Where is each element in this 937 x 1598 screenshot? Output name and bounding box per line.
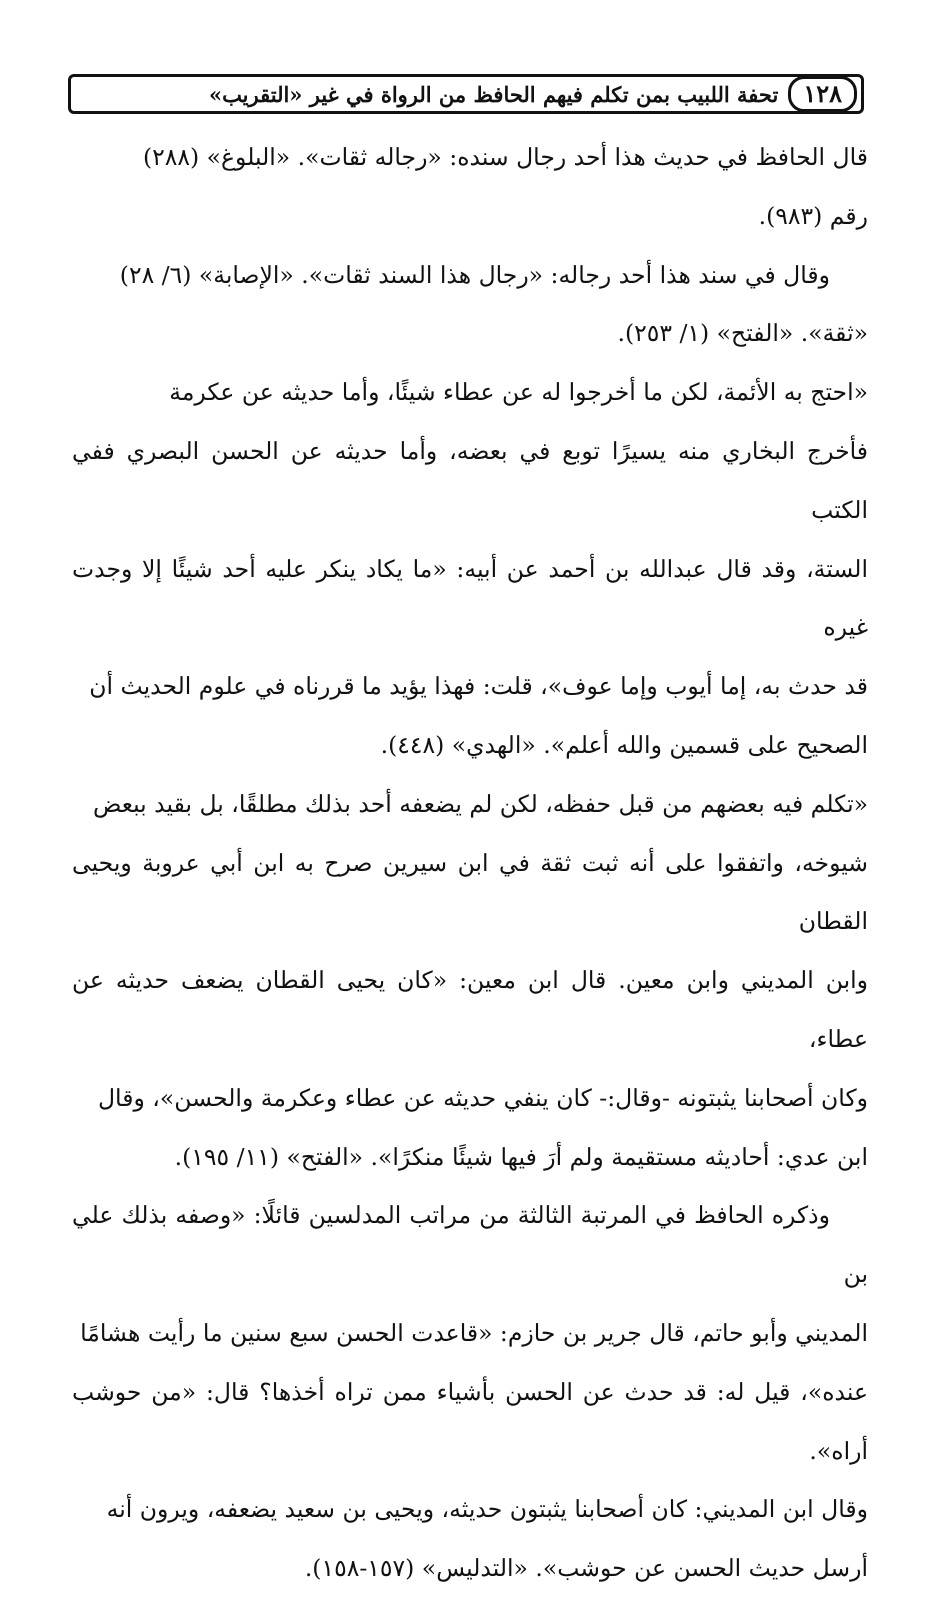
text-line: وقال ابن المديني: كان أصحابنا يثبتون حديثه، ويحيى بن سعيد يضعفه، ويرون أنه <box>106 1495 868 1524</box>
paragraph-4 <box>72 775 868 1187</box>
text-line: شيوخه، واتفقوا على أنه ثبت ثقة في ابن سيرين صرح به ابن أبي عروبة ويحيى القطان <box>72 848 868 936</box>
text-line: وابن المديني وابن معين. قال ابن معين: «كان يحيى القطان يضعف حديثه عن عطاء، <box>72 966 868 1053</box>
paragraph-5 <box>72 1186 868 1598</box>
text-line: أرسل حديث الحسن عن حوشب». «التدليس» (١٥٧-١٥٨). <box>304 1554 868 1583</box>
running-title: تحفة اللبيب بمن تكلم فيهم الحافظ من الرواة في غير «التقريب» <box>208 81 779 107</box>
paragraph-1 <box>72 128 868 246</box>
text-line: «تكلم فيه بعضهم من قبل حفظه، لكن لم يضعفه أحد بذلك مطلقًا، بل بقيد ببعض <box>92 789 868 818</box>
text-line: رقم (٩٨٣). <box>758 201 868 230</box>
text-line: المديني وأبو حاتم، قال جرير بن حازم: «قاعدت الحسن سبع سنين ما رأيت هشامًا <box>80 1318 868 1347</box>
body-text <box>72 128 868 1598</box>
text-line: وقال في سند هذا أحد رجاله: «رجال هذا السند ثقات». «الإصابة» (٦/ ٢٨) <box>119 260 830 289</box>
running-header <box>68 74 864 114</box>
text-line: عنده»، قيل له: قد حدث عن الحسن بأشياء ممن تراه أخذها؟ قال: «من حوشب أراه». <box>72 1377 868 1465</box>
text-line: «ثقة». «الفتح» (١/ ٢٥٣). <box>617 319 868 348</box>
text-line: «احتج به الأئمة، لكن ما أخرجوا له عن عطاء شيئًا، وأما حديثه عن عكرمة <box>169 378 868 407</box>
text-line: وذكره الحافظ في المرتبة الثالثة من مراتب المدلسين قائلًا: «وصفه بذلك علي بن <box>72 1201 868 1289</box>
text-line: قد حدث به، إما أيوب وإما عوف»، قلت: فهذا يؤيد ما قررناه في علوم الحديث أن <box>89 672 868 701</box>
paragraph-2 <box>72 246 868 364</box>
text-line: فأخرج البخاري منه يسيرًا توبع في بعضه، وأما حديثه عن الحسن البصري ففي الكتب <box>72 436 868 524</box>
text-line: وكان أصحابنا يثبتونه -وقال:- كان ينفي حديثه عن عطاء وعكرمة والحسن»، وقال <box>97 1083 868 1112</box>
text-line: الصحيح على قسمين والله أعلم». «الهدي» (٤٤٨). <box>380 730 868 759</box>
text-line: قال الحافظ في حديث هذا أحد رجال سنده: «رجاله ثقات». «البلوغ» (٢٨٨) <box>142 143 868 171</box>
paragraph-3 <box>72 363 868 775</box>
text-line: الستة، وقد قال عبدالله بن أحمد عن أبيه: «ما يكاد ينكر عليه أحد شيئًا إلا وجدت غيره <box>72 554 868 642</box>
page-number: ١٢٨ <box>788 76 857 112</box>
text-line: ابن عدي: أحاديثه مستقيمة ولم أرَ فيها شيئًا منكرًا». «الفتح» (١١/ ١٩٥). <box>174 1142 868 1171</box>
